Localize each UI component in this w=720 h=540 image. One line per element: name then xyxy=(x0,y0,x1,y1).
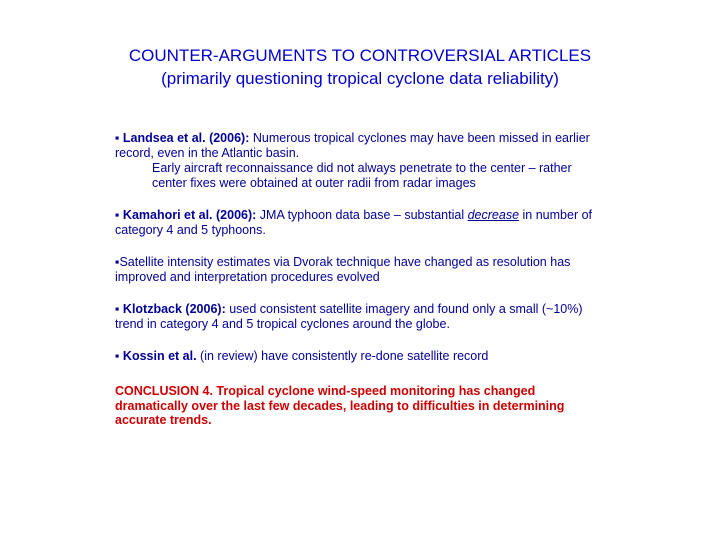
bullet-kossin xyxy=(115,349,605,364)
bullet-marker: ▪ xyxy=(115,255,120,269)
title-line-2: (primarily questioning tropical cyclone data reliability) xyxy=(161,69,559,88)
bullet-marker: ▪ xyxy=(115,349,120,363)
bullet-subtext: Early aircraft reconnaissance did not always penetrate to the center – rather center fixes were obtained at outer radii from radar images xyxy=(152,161,572,190)
bullet-landsea xyxy=(115,131,605,191)
bullet-marker: ▪ xyxy=(115,131,120,145)
slide-body xyxy=(115,131,605,428)
bullet-author: Klotzback (2006): xyxy=(122,302,226,316)
slide-title xyxy=(0,44,720,90)
conclusion-text: CONCLUSION 4. Tropical cyclone wind-speed monitoring has changed dramatically over the last few decades, leading to difficulties in determining accurate trends. xyxy=(115,384,565,427)
bullet-text: (in review) have consistently re-done satellite record xyxy=(200,349,489,363)
bullet-author: Kamahori et al. (2006): xyxy=(122,208,257,222)
bullet-marker: ▪ xyxy=(115,208,120,222)
bullet-text: Satellite intensity estimates via Dvorak technique have changed as resolution has improved and interpretation procedures evolved xyxy=(115,255,571,284)
title-line-1: COUNTER-ARGUMENTS TO CONTROVERSIAL ARTICLES xyxy=(128,46,592,65)
bullet-text-after: in number of category 4 and 5 typhoons. xyxy=(115,208,592,237)
bullet-text: used consistent satellite imagery and found only a small (~10%) trend in category 4 and 5 tropical cyclones around the globe. xyxy=(115,302,583,331)
bullet-author: Kossin et al. xyxy=(122,349,197,363)
bullet-marker: ▪ xyxy=(115,302,120,316)
bullet-klotzback xyxy=(115,302,605,332)
bullet-emphasis: decrease xyxy=(467,208,520,222)
bullet-satellite xyxy=(115,255,605,285)
bullet-text: Numerous tropical cyclones may have been missed in earlier record, even in the Atlantic basin. xyxy=(115,131,590,160)
bullet-text: JMA typhoon data base – substantial xyxy=(259,208,465,222)
bullet-author: Landsea et al. (2006): xyxy=(122,131,250,145)
bullet-kamahori xyxy=(115,208,605,238)
